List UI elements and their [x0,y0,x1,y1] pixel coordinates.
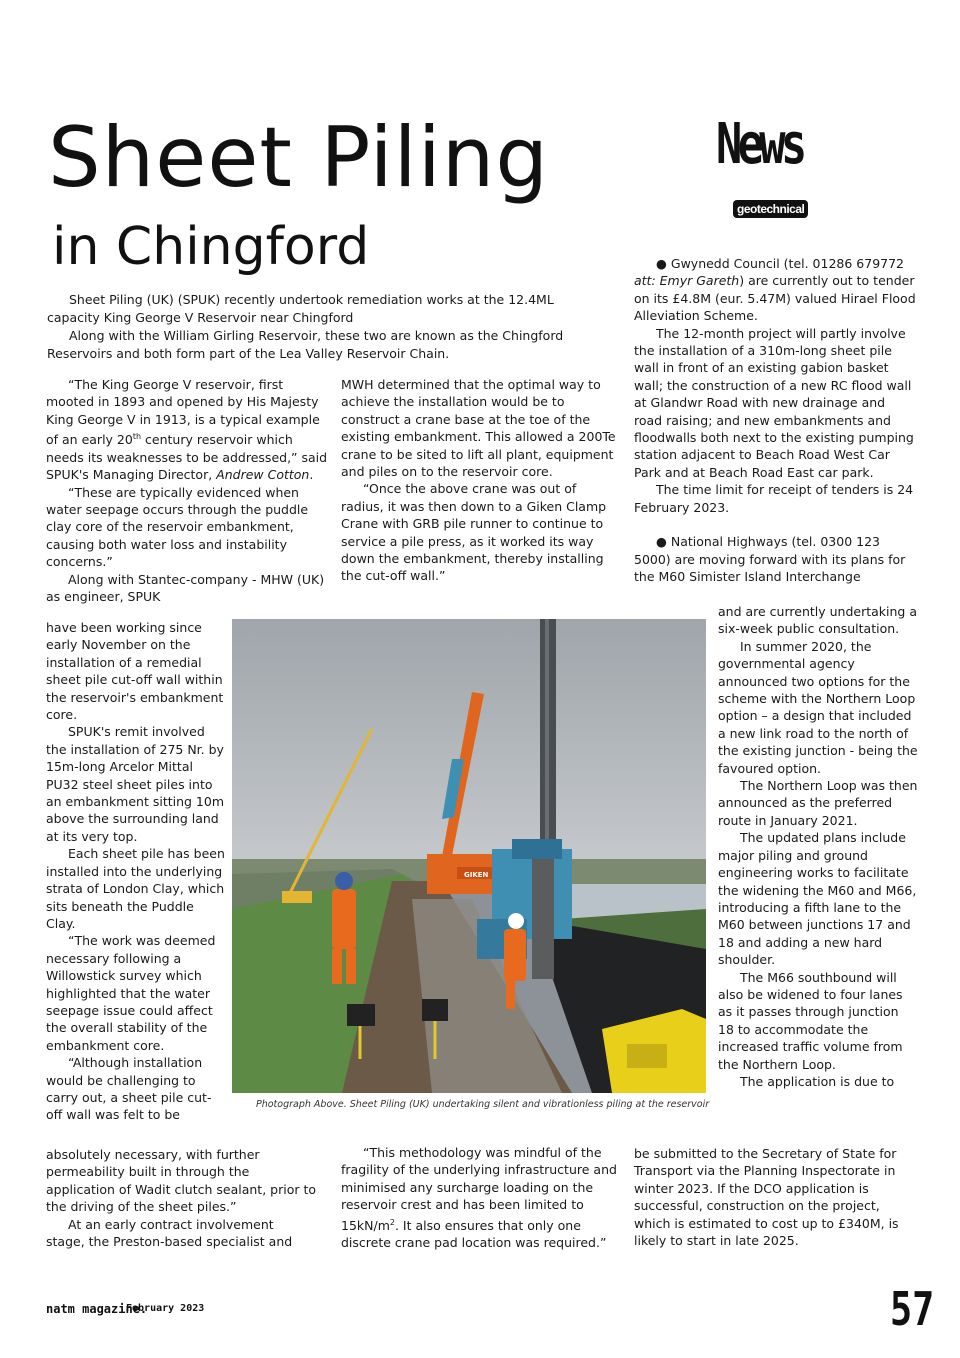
highways-p3: The Northern Loop was then announced as the preferred route in January 2021. [718,778,918,828]
highways-p5: The M66 southbound will also be widened to four lanes as it passes through junction 18 to accommodate the increased traffic volume from the Northern Loop. [718,969,903,1072]
magazine-brand: natm magazine. [46,1302,148,1316]
column-1-narrow [46,619,226,1124]
gwynedd-p2: The 12-month project will partly involve the installation of a 310m-long sheet pile wall in front of an existing gabion basket wall; the construction of a new RC flood wall at Glandwr Road with new drainage and road raising; and new embankments and floodwalls both next to the existing pumping station adjacent to Beach Road West Car Park and at Beach Road East car park. [634,325,914,480]
headline-line1: Sheet Piling [48,109,550,206]
crane-label: GIKEN [464,871,489,879]
col2-p3: “This methodology was mindful of the fragility of the underlying infrastructure and minimised any surcharge loading on the reservoir crest and has been limited to $15kN/m^2$. It also ensures that only one discrete crane pad location was required.” [341,1145,617,1251]
col1-p8: At an early contract involvement stage, the Preston-based specialist and [46,1216,293,1250]
col1-p5: Each sheet pile has been installed into the underlying strata of London Clay, which sits beneath the Puddle Clay. [46,846,225,931]
column-3-narrow [718,603,918,1090]
col1-p1: “The King George V reservoir, first mooted in 1893 and opened by His Majesty King George V in 1913, is a typical example of an early 20th century reservoir which needs its weaknesses to be addressed,” said SPUK's Managing Director, Andrew Cotton. [46,377,328,483]
col2-p2: “Once the above crane was out of radius, it was then down to a Giken Clamp Crane with GRB pile runner to continue to service a pile press, as it worked its way down the embankment, thereby installing the cut-off wall.” [341,481,607,584]
intro-paragraphs [47,291,607,363]
col1-p3-wide: Along with Stantec-company - MHW (UK) as engineer, SPUK [46,571,325,605]
news-item-gwynedd: ● Gwynedd Council (tel. 01286 679772 att: Emyr Gareth) are currently out to tender on its £4.8M (eur. 5.47M) valued Hirael Flood Alleviation Scheme. [634,255,916,325]
col1-p6: “The work was deemed necessary following a Willowstick survey which highlighted that the water seepage issue could affect the overall stability of the embankment core. [46,933,216,1053]
column-3-bottom [634,1145,920,1249]
column-2-bottom [341,1144,621,1252]
page-number: 57 [890,1282,935,1336]
news-item-highways: ● National Highways (tel. 0300 123 5000) are moving forward with its plans for the M60 Simister Island Interchange [634,533,916,585]
col1-p2: “These are typically evidenced when water seepage occurs through the puddle clay core of the reservoir embankment, causing both water loss and instability concerns.” [46,484,309,570]
col1-p4: SPUK's remit involved the installation of 275 Nr. by 15m-long Arcelor Mittal PU32 steel sheet piles into an embankment sitting 10m above the surrounding land at its very top. [46,724,225,844]
issue-date: February 2023 [126,1303,205,1314]
site-photo [232,619,706,1093]
col1-p7-cont: absolutely necessary, with further permeability built in through the application of Wadit clutch sealant, prior to the driving of the sheet piles.” [46,1147,317,1215]
intro-p1: Sheet Piling (UK) (SPUK) recently undertook remediation works at the 12.4ML capacity King George V Reservoir near Chingford [47,292,554,325]
gwynedd-p3: The time limit for receipt of tenders is 24 February 2023. [634,482,914,515]
highways-p1-cont: and are currently undertaking a six-week public consultation. [718,604,917,637]
col1-p7: “Although installation would be challenging to carry out, a sheet pile cut-off wall was felt to be [46,1055,212,1123]
column-1-bottom [46,1146,316,1250]
col1-p3: have been working since early November on the installation of a remedial sheet pile cut-off wall within the reservoir's embankment core. [46,620,224,723]
highways-p2: In summer 2020, the governmental agency announced two options for the scheme with the Northern Loop option – a design that included a new link road to the north of the existing junction - being the favoured option. [718,638,918,776]
column-2-top [341,376,621,585]
category-badge: geotechnical [733,200,808,218]
column-1-top [46,376,329,605]
highways-p4: The updated plans include major piling and ground engineering works to facilitate the widening the M60 and M66, introducing a fifth lane to the M60 between junctions 17 and 18 and adding a new hard shoulder. [718,830,917,968]
highways-p6: The application is due to [740,1073,895,1089]
section-label: News [716,112,803,177]
highways-p6-cont: be submitted to the Secretary of State for Transport via the Planning Inspectorate in winter 2023. If the DCO application is successful, construction on the project, which is estimated to cost up to £340M, is likely to start in late 2025. [634,1146,899,1249]
headline-line2: in Chingford [52,217,370,277]
intro-p2: Along with the William Girling Reservoir, these two are known as the Chingford Reservoirs and both form part of the Lea Valley Reservoir Chain. [47,328,564,361]
column-3-top [634,255,916,585]
col2-p1: MWH determined that the optimal way to achieve the installation would be to construct a crane base at the toe of the existing embankment. This allowed a 200Te crane to be sited to lift all plant, equipment and piles on to the reservoir core. [341,377,616,480]
photo-caption: Photograph Above. Sheet Piling (UK) undertaking silent and vibrationless piling at the reservoir [256,1099,710,1110]
piling-rig-illustration [232,619,706,1093]
